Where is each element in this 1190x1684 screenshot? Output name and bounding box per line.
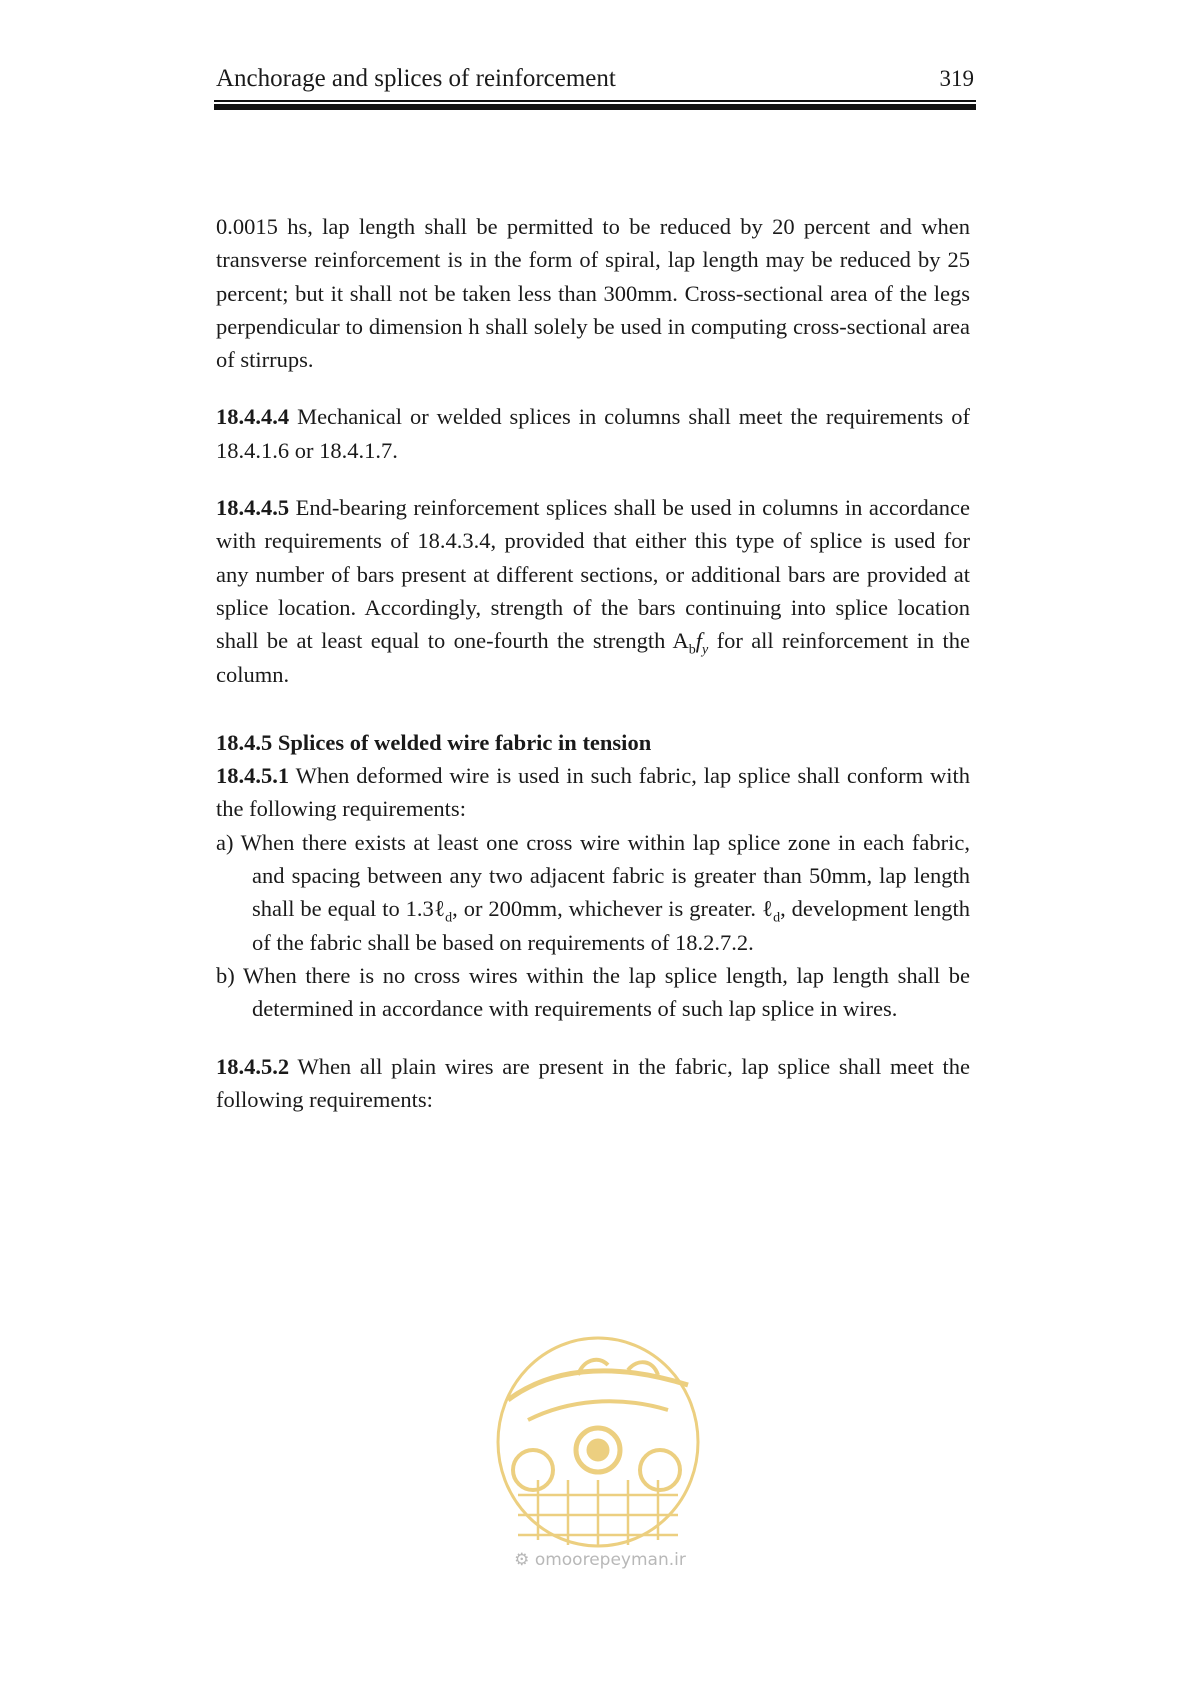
symbol-f: f [695,628,702,654]
subscript-d: d [445,910,453,926]
clause-text-end: for all reinforcement in the column. [216,628,970,687]
subscript-b: b [688,642,696,658]
clause-number: 18.4.4.5 [216,495,290,521]
clause-18-4-5-2 [216,1050,970,1117]
clause-18-4-4-5 [216,491,970,691]
watermark-url-text: omoorepeyman.ir [534,1550,686,1570]
item-text: , development length of the fabric shall be based on requirements of 18.2.7.2. [252,896,970,955]
clause-number: 18.4.4.4 [216,404,290,430]
clause-number: 18.4.5.2 [216,1053,290,1079]
header-rule-thin [214,100,976,102]
page-header [216,60,974,94]
list-item-b: b) When there is no cross wires within the lap splice length, lap length shall be determined in accordance with requirements of such lap splice in wires. [216,962,970,1022]
clause-text: When deformed wire is used in such fabric, lap splice shall conform with the following requirements: [216,763,971,822]
page-body [216,210,970,1116]
paragraph-continuation: 0.0015 hs, lap length shall be permitted to be reduced by 20 percent and when transverse reinforcement is in the form of spiral, lap length may be reduced by 25 percent; but it shall not be taken less than 300mm. Cross-sectional area of the legs perpendicular to dimension h shall solely be used in computing cross-sectional area of stirrups. [216,214,970,373]
watermark-url: ⚙ omoorepeyman.ir [514,1550,686,1570]
header-rule-thick [214,104,976,110]
subscript-y: y [702,642,709,658]
item-text: , or 200mm, whichever is greater. ℓ [452,896,774,922]
clause-18-4-4-4 [216,400,970,467]
clause-text: End-bearing reinforcement splices shall be used in columns in accordance with requirements of 18.4.3.4, provided that either this type of splice is used for any number of bars present at different sections, or additional bars are provided at splice location. Accordingly, strength of the bars continuing into splice location shall be at least equal to one-fourth the strength A [216,495,971,654]
clause-18-4-5-1 [216,759,970,826]
page-number: 319 [939,66,974,91]
subscript-d: d [773,910,781,926]
clause-text: Mechanical or welded splices in columns shall meet the requirements of 18.4.1.6 or 18.4.1.7. [216,404,970,463]
clause-text: When all plain wires are present in the fabric, lap splice shall meet the following requirements: [216,1053,970,1112]
list-item-a [216,826,970,959]
item-text: a) When there exists at least one cross wire within lap splice zone in each fabric, and spacing between any two adjacent fabric is greater than 50mm, lap length shall be equal to 1.3ℓ [216,829,970,922]
running-title: Anchorage and splices of reinforcement [216,65,616,92]
clause-number: 18.4.5.1 [216,763,290,789]
section-heading-18-4-5: 18.4.5 Splices of welded wire fabric in tension [216,729,652,755]
